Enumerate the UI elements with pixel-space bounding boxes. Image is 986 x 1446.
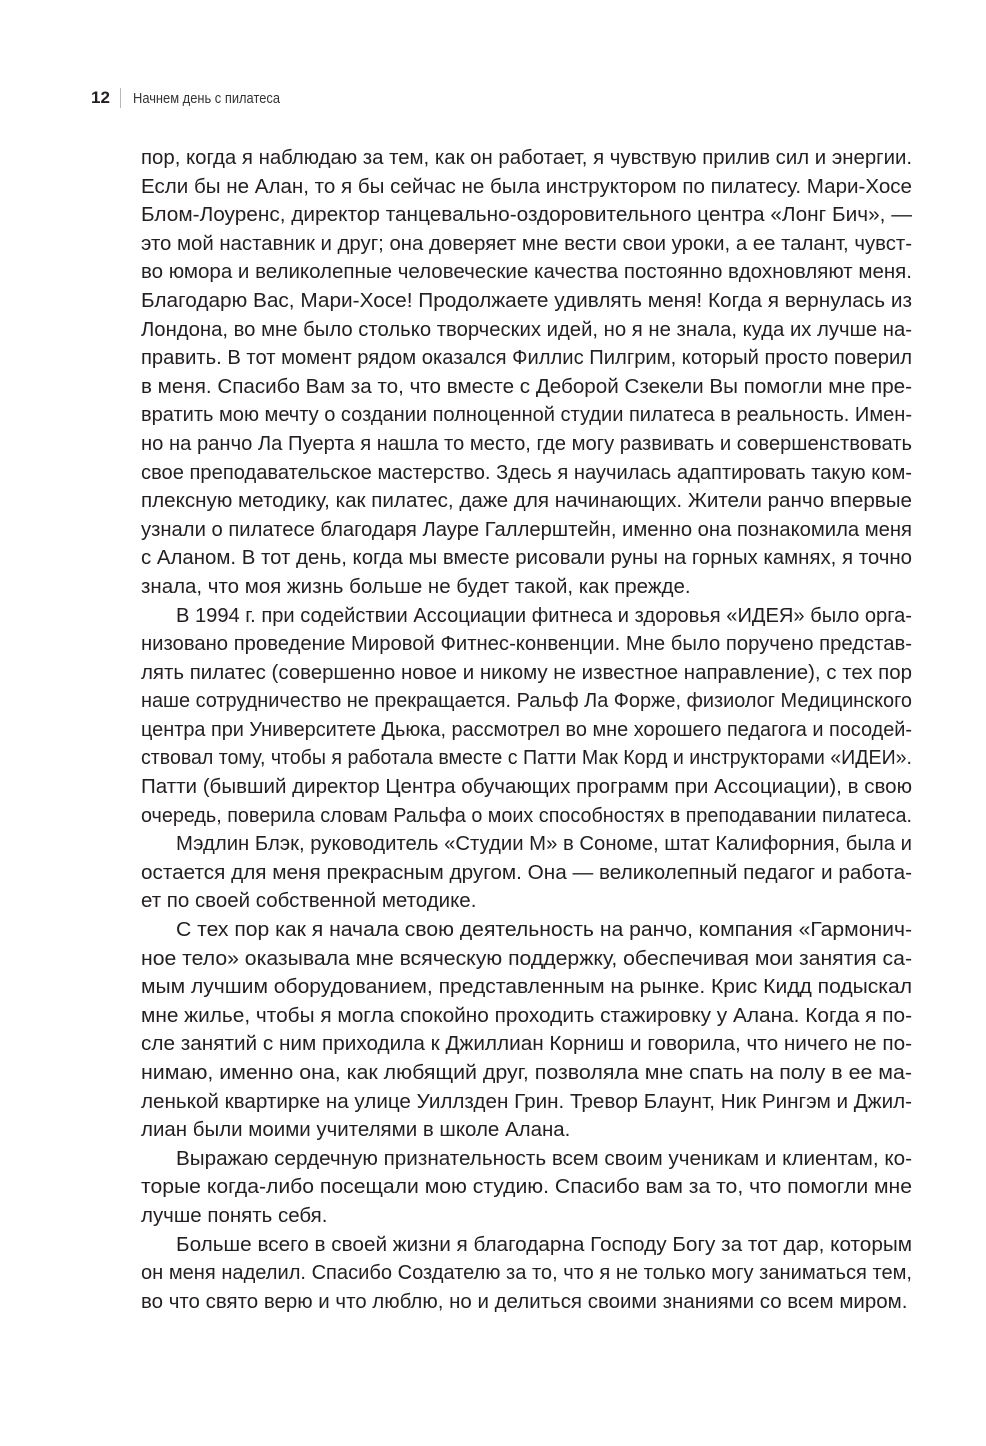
text-line: [141, 201, 912, 230]
text-line-content: но на ранчо Ла Пуерта я нашла то место, где могу развивать и совершенствовать: [141, 432, 912, 455]
text-line: [141, 1173, 912, 1202]
text-line-content: мым лучшим оборудованием, представленным на рынке. Крис Кидд подыскал: [141, 976, 912, 999]
text-line: [141, 659, 912, 688]
running-title: Начнем день с пилатеса: [132, 89, 280, 107]
text-line: [141, 602, 912, 631]
text-line-content: очередь, поверила словам Ральфа о моих способностях в преподавании пилатеса.: [141, 804, 912, 827]
text-line: [141, 1259, 912, 1288]
text-line-content: он меня наделил. Спасибо Создателю за то, что я не только могу заниматься тем,: [141, 1262, 912, 1285]
text-line-content: в меня. Спасибо Вам за то, что вместе с Деборой Сзекели Вы помогли мне пре-: [141, 375, 912, 398]
text-line-content: остается для меня прекрасным другом. Она — великолепный педагог и работа-: [141, 861, 913, 884]
text-line: [141, 687, 912, 716]
text-line: [141, 1002, 912, 1031]
text-line: [141, 144, 912, 173]
text-line: [141, 373, 912, 402]
text-line: [141, 973, 912, 1002]
text-line: [141, 1116, 912, 1145]
text-line-content: лучше понять себя.: [141, 1204, 328, 1227]
header-divider: [120, 88, 121, 108]
text-line: [141, 1145, 912, 1174]
text-line-content: наше сотрудничество не прекращается. Ральф Ла Форже, физиолог Медицинского: [141, 690, 912, 713]
text-line: [141, 802, 912, 831]
text-line-content: свое преподавательское мастерство. Здесь я научилась адаптировать такую ком-: [141, 461, 912, 484]
text-line-content: во что свято верю и что люблю, но и делиться своими знаниями со всем миром.: [141, 1290, 908, 1313]
text-line: [141, 716, 912, 745]
text-line-content: ет по своей собственной методике.: [141, 890, 477, 913]
text-line-content: низовано проведение Мировой Фитнес-конвенции. Мне было поручено представ-: [141, 633, 912, 656]
text-line: [141, 1059, 912, 1088]
text-line-content: Патти (бывший директор Центра обучающих программ при Ассоциации), в свою: [141, 776, 913, 799]
page-number: 12: [91, 88, 110, 107]
text-line: [141, 945, 912, 974]
text-line: [141, 773, 912, 802]
text-line: [141, 544, 912, 573]
text-line-content: Выражаю сердечную признательность всем своим ученикам и клиентам, ко-: [176, 1147, 912, 1170]
text-line-content: ствовал тому, чтобы я работала вместе с Патти Мак Корд и инструкторами «ИДЕИ».: [141, 747, 912, 770]
text-line-content: Мэдлин Блэк, руководитель «Студии М» в Сономе, штат Калифорния, была и: [176, 833, 912, 856]
text-line-content: Если бы не Алан, то я бы сейчас не была инструктором по пилатесу. Мари-Хосе: [141, 175, 912, 198]
text-line: [141, 258, 912, 287]
text-line-content: узнали о пилатесе благодаря Лауре Галлерштейн, именно она познакомила меня: [141, 518, 912, 541]
text-line: [141, 316, 912, 345]
text-line: [141, 630, 912, 659]
text-line: [141, 1288, 912, 1317]
text-line: [141, 459, 912, 488]
text-line: [141, 230, 912, 259]
text-line: [141, 516, 912, 545]
text-line: [141, 1088, 912, 1117]
text-line-content: С тех пор как я начала свою деятельность на ранчо, компания «Гармонич-: [176, 919, 912, 942]
text-line: [141, 887, 912, 916]
text-line-content: центра при Университете Дьюка, рассмотрел во мне хорошего педагога и посодей-: [141, 718, 912, 741]
text-line-content: знала, что моя жизнь больше не будет такой, как прежде.: [141, 575, 691, 598]
text-line-content: пор, когда я наблюдаю за тем, как он работает, я чувствую прилив сил и энергии.: [141, 147, 912, 169]
text-line: [141, 401, 912, 430]
text-line-content: В 1994 г. при содействии Ассоциации фитнеса и здоровья «ИДЕЯ» было орга-: [176, 604, 912, 627]
text-line: [141, 487, 912, 516]
text-line: [141, 344, 912, 373]
text-line: [141, 830, 912, 859]
text-line: [141, 173, 912, 202]
text-line-content: ное тело» оказывала мне всяческую поддержку, обеспечивая мои занятия са-: [141, 947, 912, 970]
text-line-content: сле занятий с ним приходила к Джиллиан Корниш и говорила, что ничего не по-: [141, 1033, 912, 1056]
text-line-content: мне жилье, чтобы я могла спокойно проходить стажировку у Алана. Когда я по-: [141, 1004, 912, 1027]
text-line-content: Лондона, во мне было столько творческих идей, но я не знала, куда их лучше на-: [141, 318, 912, 341]
text-line: [141, 916, 912, 945]
text-line-content: с Аланом. В тот день, когда мы вместе рисовали руны на горных камнях, я точно: [141, 547, 912, 570]
text-line: [141, 1030, 912, 1059]
text-line-content: ленькой квартирке на улице Уиллзден Грин. Тревор Блаунт, Ник Рингэм и Джил-: [141, 1090, 912, 1113]
text-line-content: плексную методику, как пилатес, даже для начинающих. Жители ранчо впервые: [141, 490, 912, 513]
text-line-content: лять пилатес (совершенно новое и никому не известное направление), с тех пор: [141, 661, 912, 684]
text-line-content: править. В тот момент рядом оказался Филлис Пилгрим, который просто поверил: [141, 347, 912, 370]
text-line-content: во юмора и великолепные человеческие качества постоянно вдохновляют меня.: [141, 261, 913, 284]
text-line: [141, 859, 912, 888]
text-line-content: Благодарю Вас, Мари-Хосе! Продолжаете удивлять меня! Когда я вернулась из: [141, 289, 912, 312]
text-line: [141, 744, 912, 773]
body-text: [141, 144, 912, 1316]
text-line: [141, 1231, 912, 1260]
text-line-content: нимаю, именно она, как любящий друг, позволяла мне спать на полу в ее ма-: [141, 1062, 912, 1084]
text-line-content: торые когда-либо посещали мою студию. Спасибо вам за то, что помогли мне: [141, 1176, 912, 1199]
text-line: [141, 573, 912, 602]
text-line: [141, 287, 912, 316]
text-line-content: лиан были моими учителями в школе Алана.: [141, 1119, 571, 1142]
text-line-content: Блом-Лоуренс, директор танцевально-оздоровительного центра «Лонг Бич», —: [141, 204, 912, 227]
text-line-content: вратить мою мечту о создании полноценной студии пилатеса в реальность. Имен-: [141, 404, 912, 427]
text-line-content: это мой наставник и друг; она доверяет мне вести свои уроки, а ее талант, чувст-: [141, 232, 912, 255]
running-header: [91, 86, 304, 110]
text-line: [141, 1202, 912, 1231]
text-line-content: Больше всего в своей жизни я благодарна Господу Богу за тот дар, которым: [176, 1233, 912, 1256]
text-line: [141, 430, 912, 459]
